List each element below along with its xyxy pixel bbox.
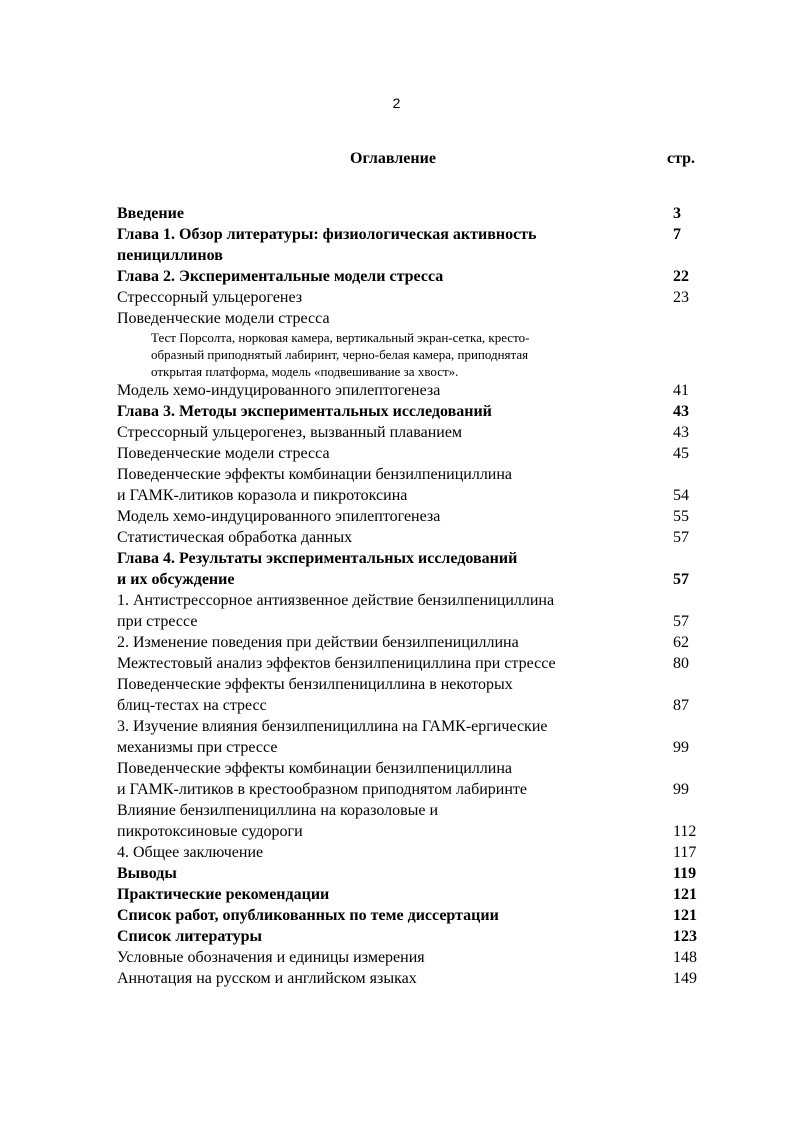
toc-entry-page: 41: [673, 382, 689, 399]
toc-entry-page: 99: [673, 739, 689, 756]
toc-chapter-entry: [117, 905, 707, 926]
toc-entry-title: 2. Изменение поведения при действии бензилпенициллина: [117, 634, 519, 651]
toc-entry-title: при стрессе: [117, 613, 198, 630]
toc-entry: [117, 422, 707, 443]
toc-chapter-entry: [117, 884, 707, 905]
toc-list: [117, 203, 707, 989]
toc-subentry-line: образный приподнятый лабиринт, черно-белая камера, приподнятая: [151, 347, 529, 362]
toc-entry-title: Список работ, опубликованных по теме диссертации: [117, 907, 499, 924]
toc-entry-title: Поведенческие эффекты комбинации бензилпенициллина: [117, 466, 513, 483]
toc-header: [0, 150, 793, 172]
toc-entry-title: 4. Общее заключение: [117, 844, 264, 861]
toc-entry-title: Модель хемо-индуцированного эпилептогенеза: [117, 508, 441, 525]
toc-entry: [117, 590, 707, 632]
toc-entry: [117, 968, 707, 989]
toc-entry-title: Поведенческие эффекты комбинации бензилпенициллина: [117, 760, 513, 777]
toc-entry-page: 119: [673, 865, 697, 882]
toc-entry-title: Поведенческие эффекты бензилпенициллина в некоторых: [117, 676, 513, 693]
toc-entry-title: Введение: [117, 205, 184, 222]
toc-entry-page: 62: [673, 634, 689, 651]
toc-chapter-entry: [117, 203, 707, 224]
toc-entry-title: 3. Изучение влияния бензилпенициллина на ГАМК-ергические: [117, 718, 548, 735]
toc-entry: [117, 506, 707, 527]
toc-entry: [117, 800, 707, 842]
toc-entry-page: 117: [673, 844, 697, 861]
toc-subentry-line: открытая платформа, модель «подвешивание за хвост».: [151, 364, 459, 379]
toc-title: Оглавление: [350, 150, 436, 167]
toc-entry-title: пикротоксиновые судороги: [117, 823, 303, 840]
toc-entry: [117, 842, 707, 863]
toc-entry-title: Практические рекомендации: [117, 886, 330, 903]
toc-entry-title: блиц-тестах на стресс: [117, 697, 267, 714]
toc-entry-title: Поведенческие модели стресса: [117, 445, 330, 462]
toc-entry-title: Стрессорный ульцерогенез: [117, 289, 303, 306]
toc-entry-title: 1. Антистрессорное антиязвенное действие бензилпенициллина: [117, 592, 555, 609]
toc-entry: [117, 308, 707, 329]
toc-entry: [117, 287, 707, 308]
toc-chapter-entry: [117, 863, 707, 884]
toc-entry-page: 99: [673, 781, 689, 798]
toc-entry-page: 112: [673, 823, 697, 840]
toc-entry: [117, 380, 707, 401]
toc-entry-page: 57: [673, 529, 689, 546]
toc-entry-title: Влияние бензилпенициллина на коразоловые и: [117, 802, 439, 819]
toc-subentry-description: [151, 329, 707, 380]
toc-chapter-entry: [117, 224, 707, 266]
toc-entry-title: Статистическая обработка данных: [117, 529, 353, 546]
toc-entry-page: 87: [673, 697, 689, 714]
toc-entry: [117, 464, 707, 506]
toc-entry-page: 148: [673, 949, 697, 966]
toc-entry-page: 7: [673, 226, 681, 243]
toc-entry-title: и ГАМК-литиков в крестообразном приподнятом лабиринте: [117, 781, 528, 798]
toc-entry-page: 23: [673, 289, 689, 306]
toc-entry-title: Аннотация на русском и английском языках: [117, 970, 417, 987]
toc-entry-page: 45: [673, 445, 689, 462]
toc-entry-page: 43: [673, 403, 689, 420]
toc-entry-page: 55: [673, 508, 689, 525]
toc-chapter-entry: [117, 266, 707, 287]
toc-subentry-line: Тест Порсолта, норковая камера, вертикальный экран-сетка, кресто-: [151, 330, 530, 345]
toc-entry-title: Модель хемо-индуцированного эпилептогенеза: [117, 382, 441, 399]
toc-entry-title: Глава 2. Экспериментальные модели стресса: [117, 268, 444, 285]
toc-entry: [117, 674, 707, 716]
toc-entry-title: механизмы при стрессе: [117, 739, 278, 756]
toc-entry-page: 121: [673, 886, 697, 903]
toc-entry: [117, 947, 707, 968]
toc-entry: [117, 632, 707, 653]
toc-entry-page: 57: [673, 613, 689, 630]
toc-entry-title: и их обсуждение: [117, 571, 235, 588]
toc-entry-title: Условные обозначения и единицы измерения: [117, 949, 425, 966]
toc-entry: [117, 716, 707, 758]
toc-entry-title: Глава 4. Результаты экспериментальных исследований: [117, 550, 518, 567]
toc-entry-page: 43: [673, 424, 689, 441]
toc-entry-page: 22: [673, 268, 689, 285]
toc-chapter-entry: [117, 926, 707, 947]
toc-entry-title: Поведенческие модели стресса: [117, 310, 330, 327]
toc-entry: [117, 653, 707, 674]
toc-entry-page: 80: [673, 655, 689, 672]
toc-entry-title: пенициллинов: [117, 247, 223, 264]
toc-entry-page: 3: [673, 205, 681, 222]
toc-entry-title: и ГАМК-литиков коразола и пикротоксина: [117, 487, 408, 504]
toc-entry-page: 54: [673, 487, 689, 504]
toc-entry: [117, 527, 707, 548]
page-number: 2: [392, 95, 401, 111]
toc-page-label: стр.: [667, 150, 696, 167]
toc-entry-title: Стрессорный ульцерогенез, вызванный плаванием: [117, 424, 463, 441]
toc-entry-page: 121: [673, 907, 697, 924]
toc-entry: [117, 758, 707, 800]
toc-entry-page: 123: [673, 928, 697, 945]
toc-chapter-entry: [117, 548, 707, 590]
toc-entry-title: Выводы: [117, 865, 177, 882]
toc-entry-title: Глава 3. Методы экспериментальных исследований: [117, 403, 492, 420]
toc-chapter-entry: [117, 401, 707, 422]
toc-entry-title: Межтестовый анализ эффектов бензилпенициллина при стрессе: [117, 655, 556, 672]
toc-entry-page: 57: [673, 571, 689, 588]
toc-entry-page: 149: [673, 970, 697, 987]
toc-entry-title: Глава 1. Обзор литературы: физиологическая активность: [117, 226, 537, 243]
toc-entry-title: Список литературы: [117, 928, 262, 945]
toc-entry: [117, 443, 707, 464]
